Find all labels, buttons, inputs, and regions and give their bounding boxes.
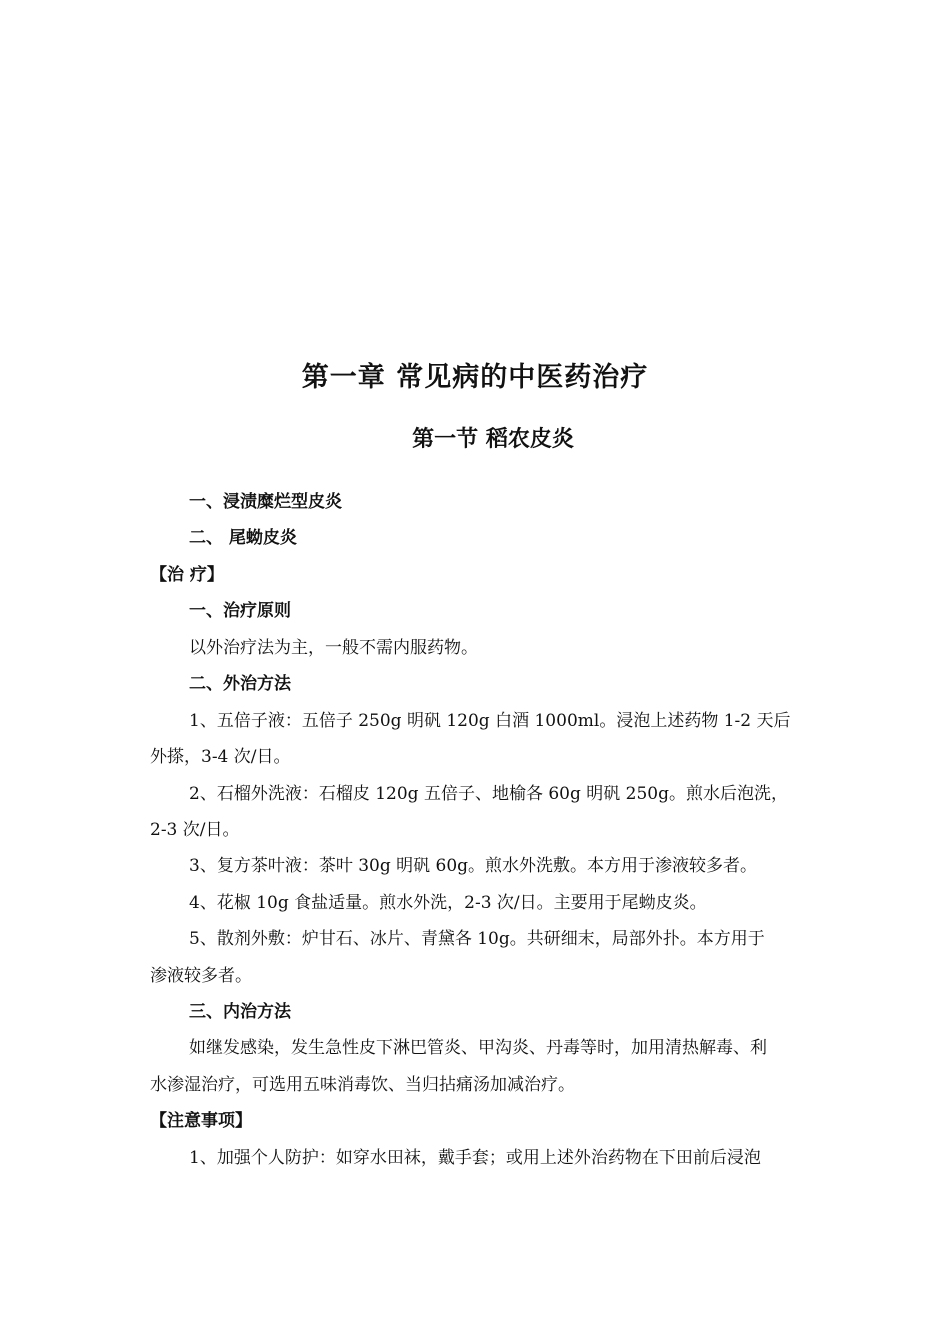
chapter-title: 第一章 常见病的中医药治疗	[301, 362, 649, 393]
paragraph-line: 4、花椒 10g 食盐适量。煎水外洗，2-3 次/日。主要用于尾蚴皮炎。	[189, 893, 707, 913]
section-title: 第一节 稻农皮炎	[412, 426, 574, 452]
subsection-heading: 三、内治方法	[189, 1002, 291, 1022]
subsection-heading: 二、 尾蚴皮炎	[189, 528, 297, 548]
subsection-heading: 二、外治方法	[189, 674, 291, 694]
bracket-heading: 【注意事项】	[150, 1111, 252, 1131]
subsection-heading: 一、浸渍糜烂型皮炎	[189, 492, 342, 512]
paragraph-line: 1、五倍子液：五倍子 250g 明矾 120g 白酒 1000ml。浸泡上述药物 1-2 天后	[189, 711, 791, 731]
paragraph-line: 外搽，3-4 次/日。	[150, 747, 291, 767]
paragraph-line: 以外治疗法为主，一般不需内服药物。	[189, 638, 478, 658]
paragraph-line: 水渗湿治疗，可选用五味消毒饮、当归拈痛汤加减治疗。	[150, 1075, 575, 1095]
paragraph-line: 如继发感染，发生急性皮下淋巴管炎、甲沟炎、丹毒等时，加用清热解毒、利	[189, 1038, 767, 1058]
subsection-heading: 一、治疗原则	[189, 601, 291, 621]
paragraph-line: 5、散剂外敷：炉甘石、冰片、青黛各 10g。共研细末，局部外扑。本方用于	[189, 929, 765, 949]
paragraph-line: 3、复方茶叶液：茶叶 30g 明矾 60g。煎水外洗敷。本方用于渗液较多者。	[189, 856, 758, 876]
bracket-heading: 【治 疗】	[150, 565, 224, 585]
paragraph-line: 2-3 次/日。	[150, 820, 240, 840]
paragraph-line: 渗液较多者。	[150, 966, 252, 986]
paragraph-line: 1、加强个人防护：如穿水田袜，戴手套；或用上述外治药物在下田前后浸泡	[189, 1148, 761, 1168]
paragraph-line: 2、石榴外洗液：石榴皮 120g 五倍子、地榆各 60g 明矾 250g。煎水后泡洗，	[189, 784, 789, 804]
